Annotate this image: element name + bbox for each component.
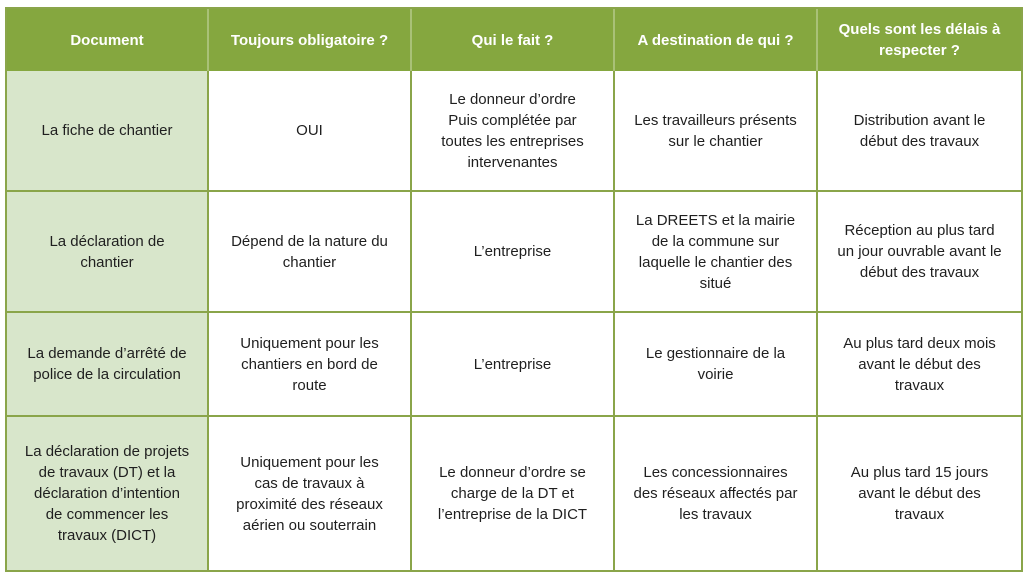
header-toujours-obligatoire: Toujours obligatoire ? xyxy=(209,9,412,71)
document-table-container xyxy=(5,7,1019,568)
row-obligatoire-cell: Uniquement pour les cas de travaux à proximité des réseaux aérien ou souterrain xyxy=(209,417,412,570)
header-document: Document xyxy=(7,9,209,71)
row-qui-cell: L’entreprise xyxy=(412,313,615,417)
row-document-cell: La fiche de chantier xyxy=(7,71,209,192)
row-qui-cell: L’entreprise xyxy=(412,192,615,313)
row-destination-cell: La DREETS et la mairie de la commune sur laquelle le chantier des situé xyxy=(615,192,818,313)
row-delais-cell: Réception au plus tard un jour ouvrable avant le début des travaux xyxy=(818,192,1021,313)
row-delais-cell: Au plus tard 15 jours avant le début des travaux xyxy=(818,417,1021,570)
document-table xyxy=(5,7,1023,572)
row-destination-cell: Les travailleurs présents sur le chantier xyxy=(615,71,818,192)
row-document-cell: La déclaration de projets de travaux (DT) et la déclaration d’intention de commencer les travaux (DICT) xyxy=(7,417,209,570)
row-obligatoire-cell: OUI xyxy=(209,71,412,192)
row-qui-cell: Le donneur d’ordre se charge de la DT et l’entreprise de la DICT xyxy=(412,417,615,570)
row-delais-cell: Distribution avant le début des travaux xyxy=(818,71,1021,192)
row-obligatoire-cell: Uniquement pour les chantiers en bord de route xyxy=(209,313,412,417)
table-row xyxy=(7,192,1021,313)
table-row xyxy=(7,417,1021,570)
row-destination-cell: Les concessionnaires des réseaux affectés par les travaux xyxy=(615,417,818,570)
row-qui-cell: Le donneur d’ordre Puis complétée par toutes les entreprises intervenantes xyxy=(412,71,615,192)
row-destination-cell: Le gestionnaire de la voirie xyxy=(615,313,818,417)
row-document-cell: La demande d’arrêté de police de la circulation xyxy=(7,313,209,417)
row-document-cell: La déclaration de chantier xyxy=(7,192,209,313)
table-header-row xyxy=(7,9,1021,71)
header-qui-le-fait: Qui le fait ? xyxy=(412,9,615,71)
table-row xyxy=(7,313,1021,417)
header-delais: Quels sont les délais à respecter ? xyxy=(818,9,1021,71)
header-a-destination-de-qui: A destination de qui ? xyxy=(615,9,818,71)
table-row xyxy=(7,71,1021,192)
row-obligatoire-cell: Dépend de la nature du chantier xyxy=(209,192,412,313)
row-delais-cell: Au plus tard deux mois avant le début des travaux xyxy=(818,313,1021,417)
